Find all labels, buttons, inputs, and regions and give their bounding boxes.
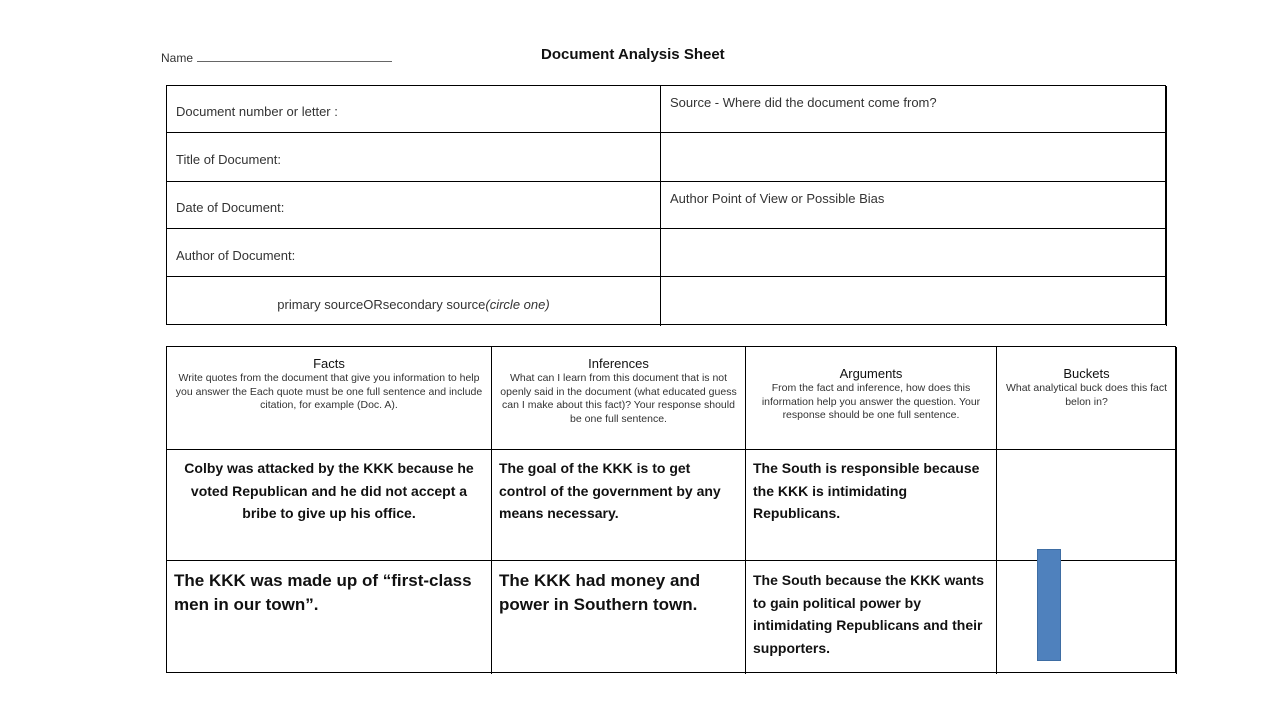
document-info-table — [166, 85, 1166, 325]
author-of-document-cell: Author of Document: — [167, 229, 661, 277]
argument-cell-1: The South is responsible because the KKK is intimidating Republicans. — [746, 450, 997, 561]
arguments-header — [746, 347, 997, 450]
buckets-header — [997, 347, 1177, 450]
document-number-cell: Document number or letter : — [167, 86, 661, 133]
source-answer-cell — [661, 133, 1167, 182]
primary-source-option[interactable]: primary source — [277, 296, 364, 312]
secondary-source-option[interactable]: secondary source — [382, 296, 486, 312]
bucket-cell-2 — [997, 561, 1177, 674]
bucket-cell-1 — [997, 450, 1177, 561]
inference-cell-1: The goal of the KKK is to get control of the government by any means necessary. — [492, 450, 746, 561]
argument-cell-2: The South because the KKK wants to gain political power by intimidating Republicans and their supporters. — [746, 561, 997, 674]
blue-bar-shape — [1037, 549, 1061, 661]
fact-cell-2: The KKK was made up of “first-class men in our town”. — [167, 561, 492, 674]
name-label: Name — [161, 51, 194, 65]
arguments-title: Arguments — [839, 366, 903, 381]
inference-cell-2: The KKK had money and power in Southern town. — [492, 561, 746, 674]
fact-cell-1: Colby was attacked by the KKK because he voted Republican and he did not accept a bribe to give up his office. — [167, 450, 492, 561]
page-title: Document Analysis Sheet — [541, 46, 725, 63]
source-type-empty-cell — [661, 277, 1167, 326]
arguments-description: From the fact and inference, how does this information help you answer the question. Your response should be one full sentence. — [761, 382, 981, 421]
inferences-description: What can I learn from this document that is not openly said in the document (what educated guess can I make about this fact)? Your response should be one full sentence. — [500, 372, 737, 425]
facts-description: Write quotes from the document that give you information to help you answer the Each quote must be one full sentence and include citation, for example (Doc. A). — [175, 372, 483, 411]
facts-title: Facts — [313, 356, 345, 371]
title-of-document-cell: Title of Document: — [167, 133, 661, 182]
facts-header — [167, 347, 492, 450]
circle-one-instruction: (circle one) — [485, 296, 550, 312]
source-cell: Source - Where did the document come from? — [661, 86, 1167, 133]
inferences-title: Inferences — [588, 356, 649, 371]
inferences-header — [492, 347, 746, 450]
source-type-cell — [167, 277, 661, 326]
buckets-title: Buckets — [1063, 366, 1110, 381]
author-bias-cell: Author Point of View or Possible Bias — [661, 182, 1167, 229]
buckets-description: What analytical buck does this fact belon in? — [1005, 382, 1168, 408]
date-of-document-cell: Date of Document: — [167, 182, 661, 229]
or-label: OR — [363, 296, 383, 312]
analysis-table — [166, 346, 1176, 673]
author-bias-answer-cell — [661, 229, 1167, 277]
